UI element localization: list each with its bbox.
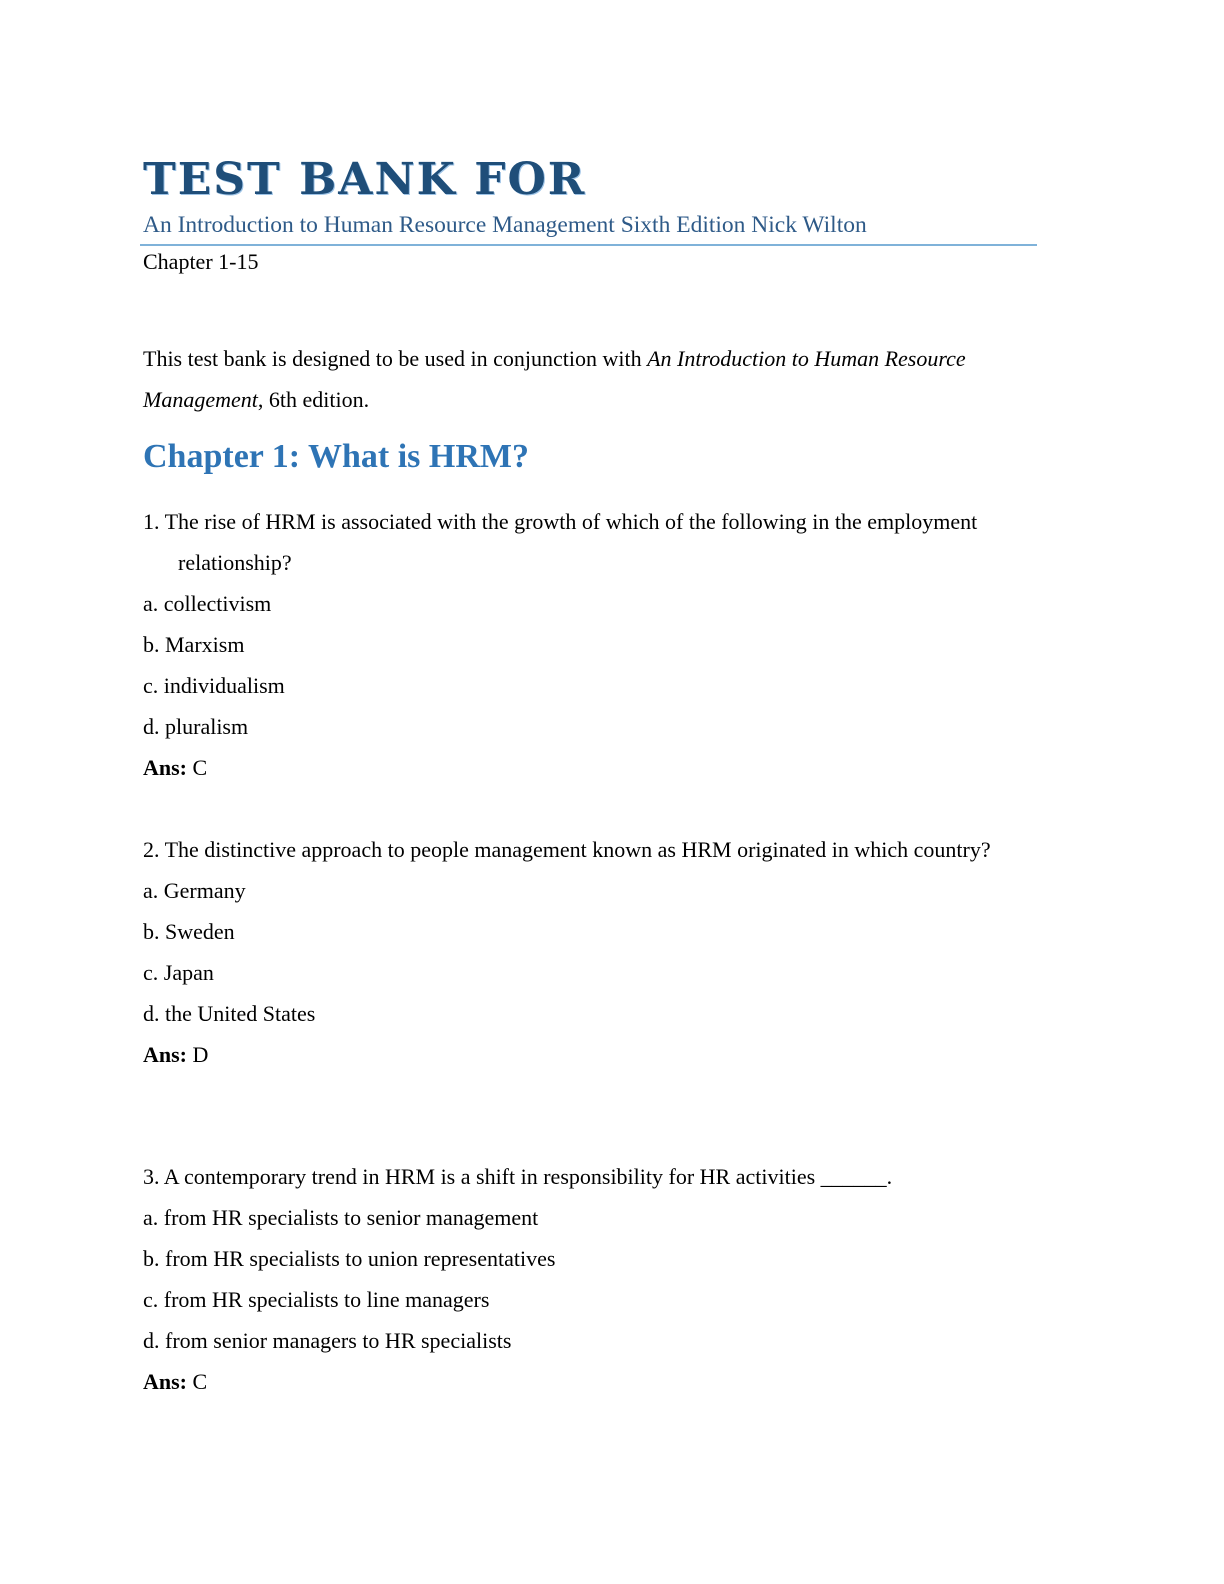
answer-label: Ans: (143, 755, 188, 780)
question-option: a. collectivism (143, 591, 272, 616)
question-option: c. from HR specialists to line managers (143, 1287, 490, 1312)
answer-value: D (187, 1042, 209, 1067)
question-1 (143, 501, 1037, 788)
question-option: a. from HR specialists to senior management (143, 1205, 539, 1230)
question-option: a. Germany (143, 878, 246, 903)
intro-text-after: , 6th edition. (257, 387, 370, 412)
question-option: d. the United States (143, 1001, 316, 1026)
answer-label: Ans: (143, 1369, 188, 1394)
chapter-range: Chapter 1-15 (143, 249, 259, 274)
question-option: c. Japan (143, 960, 214, 985)
document-title: TEST BANK FOR (143, 154, 587, 205)
question-option: b. Sweden (143, 919, 235, 944)
title-divider (140, 244, 1037, 246)
question-answer (143, 747, 1037, 788)
document-subtitle: An Introduction to Human Resource Management Sixth Edition Nick Wilton (143, 212, 867, 238)
question-2 (143, 829, 1037, 1075)
intro-book-title: An Introduction to Human Resource Management (143, 346, 966, 412)
question-3 (143, 1156, 1037, 1402)
document-page (143, 0, 1037, 1584)
intro-text-before: This test bank is designed to be used in conjunction with (143, 346, 648, 371)
question-option: d. pluralism (143, 714, 249, 739)
question-option: d. from senior managers to HR specialists (143, 1328, 512, 1353)
answer-value: C (187, 1369, 208, 1394)
answer-value: C (187, 755, 208, 780)
intro-paragraph (143, 338, 1037, 420)
question-option: c. individualism (143, 673, 285, 698)
question-answer (143, 1361, 1037, 1402)
question-stem: 3. A contemporary trend in HRM is a shift in responsibility for HR activities ______. (143, 1164, 893, 1189)
question-stem: 1. The rise of HRM is associated with the growth of which of the following in the employment relationship? (143, 509, 978, 575)
question-stem: 2. The distinctive approach to people management known as HRM originated in which country? (143, 837, 991, 862)
question-answer (143, 1034, 1037, 1075)
answer-label: Ans: (143, 1042, 188, 1067)
question-option: b. from HR specialists to union representatives (143, 1246, 556, 1271)
chapter-heading: Chapter 1: What is HRM? (143, 438, 529, 475)
question-option: b. Marxism (143, 632, 245, 657)
